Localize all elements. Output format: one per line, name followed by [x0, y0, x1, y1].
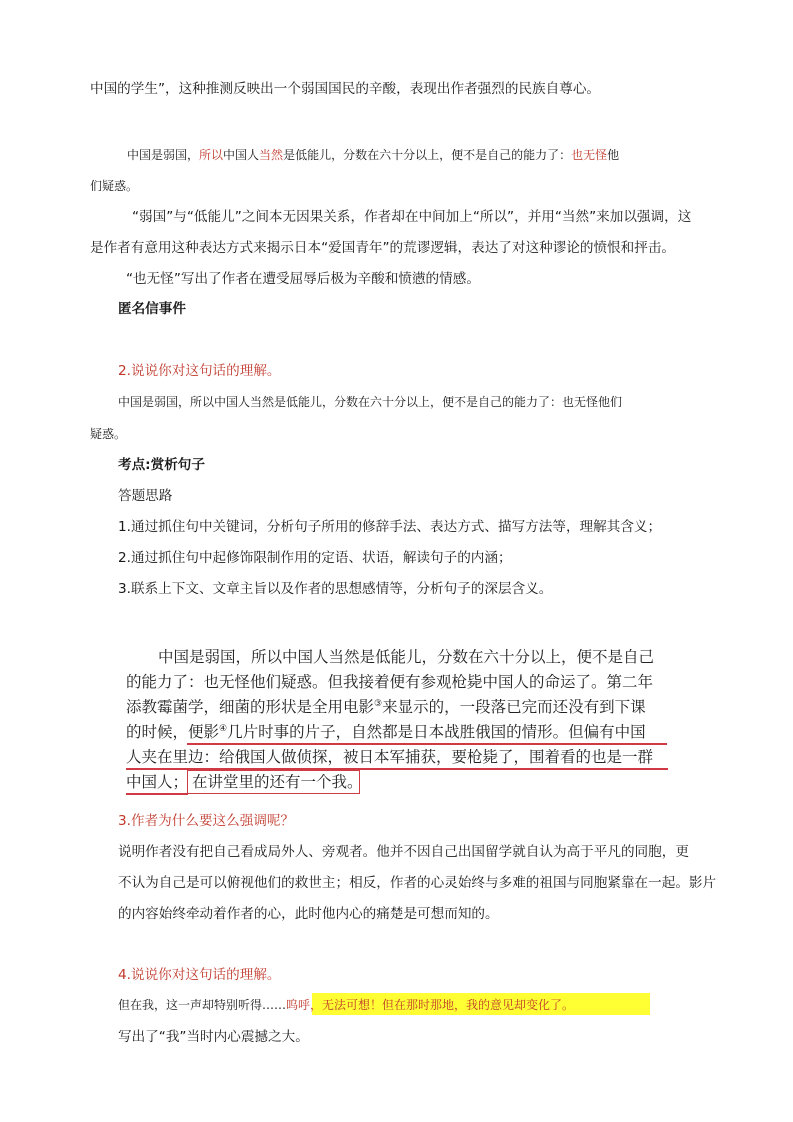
analysis-line: 是作者有意用这种表达方式来揭示日本“爱国青年”的荒谬逻辑，表达了对这种谬论的愤恨和抨击。: [90, 240, 676, 256]
excerpt-line: [126, 700, 646, 716]
keyword-dangran: 当然: [259, 148, 284, 162]
step-2: 2.通过抓住句中起修饰限制作用的定语、状语，解读句子的内涵；: [118, 550, 512, 566]
q3-answer-line: 不认为自己是可以俯视他们的救世主；相反，作者的心灵始终与多难的祖国与同胞紧靠在一起。影片: [118, 875, 717, 891]
quote-text: 他: [607, 148, 620, 162]
quote-line: 们疑惑。: [90, 179, 139, 193]
keyword-yewuguai: 也无怪: [571, 148, 608, 162]
excerpt-text: 几片时事的片子，自然都是日本战胜俄国的情形。但偏有中国: [227, 723, 646, 741]
analysis-line: “也无怪”写出了作者在遭受屈辱后极为辛酸和愤懑的情感。: [126, 271, 480, 287]
question-3-title: 3.作者为什么要这么强调呢？: [118, 813, 295, 829]
q2-quote-line: 中国是弱国，所以中国人当然是低能儿，分数在六十分以上，便不是自己的能力了：也无怪他们: [118, 395, 623, 409]
silu-label: 答题思路: [118, 488, 173, 504]
quote-line: [127, 149, 619, 161]
excerpt-line: [126, 725, 646, 741]
footnote-marker: ④: [219, 723, 228, 734]
intro-line: 中国的学生”，这种推测反映出一个弱国国民的辛酸，表现出作者强烈的民族自尊心。: [90, 81, 601, 97]
red-underline: [187, 743, 667, 745]
q2-quote-line: 疑惑。: [90, 427, 127, 441]
highlighted-quote: 呜呼，无法可想！但在那时那地，我的意见却变化了。: [286, 998, 575, 1012]
excerpt-text: 添教霉菌学，细菌的形状是全用电影: [126, 698, 375, 716]
q3-answer-line: 的内容始终牵动着作者的心，此时他内心的痛楚是可想而知的。: [118, 906, 499, 922]
q4-quote-line: [118, 999, 574, 1011]
footnote-marker: ③: [374, 698, 383, 709]
q3-answer-line: 说明作者没有把自己看成局外人、旁观者。他并不因自己出国留学就自认为高于平凡的同胞，更: [118, 844, 689, 860]
step-3: 3.联系上下文、文章主旨以及作者的思想感情等，分析句子的深层含义。: [118, 581, 553, 597]
section-title: 匿名信事件: [118, 301, 186, 317]
excerpt-line: 的能力了：也无怪他们疑惑。但我接着便有参观枪毙中国人的命运了。第二年: [126, 673, 654, 691]
excerpt-text: 来显示的，一段落已完而还没有到下课: [382, 698, 646, 716]
keyword-suoyi: 所以: [199, 148, 224, 162]
q4-answer: 写出了“我”当时内心震撼之大。: [118, 1029, 309, 1045]
quote-text: 中国是弱国，: [127, 148, 200, 162]
kaodian-label: 考点:赏析句子: [118, 457, 205, 473]
quote-text: 是低能儿，分数在六十分以上，便不是自己的能力了：: [283, 148, 572, 162]
quote-text: 但在我，这一声却特别听得……: [118, 998, 287, 1012]
step-1: 1.通过抓住句中关键词，分析句子所用的修辞手法、表达方式、描写方法等，理解其含义；: [118, 519, 662, 535]
excerpt-text: 的时候，便影: [126, 723, 220, 741]
question-2-title: 2.说说你对这句话的理解。: [118, 363, 281, 379]
excerpt-line: 人夹在里边：给俄国人做侦探，被日本军捕获，要枪毙了，围着看的也是一群: [126, 748, 654, 766]
red-box: [187, 770, 360, 794]
analysis-line: “弱国”与“低能儿”之间本无因果关系，作者却在中间加上“所以”，并用“当然”来加以强调，这: [132, 209, 692, 225]
boxed-sentence: 在讲堂里的还有一个我。: [192, 773, 363, 791]
excerpt-line: 中国是弱国，所以中国人当然是低能儿，分数在六十分以上，便不是自己: [158, 648, 655, 666]
red-underline: [126, 793, 188, 795]
quote-text: 中国人: [223, 148, 260, 162]
question-4-title: 4.说说你对这句话的理解。: [118, 967, 281, 983]
excerpt-text: 中国人；: [126, 773, 189, 791]
